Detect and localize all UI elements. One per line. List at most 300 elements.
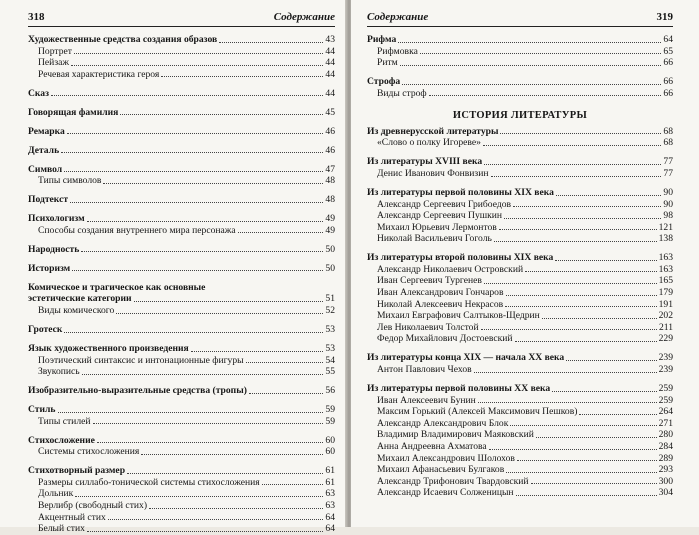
- toc-entry[interactable]: [28, 343, 335, 355]
- toc-subentry[interactable]: [28, 366, 335, 378]
- toc-dot-leader: [420, 53, 662, 54]
- toc-entry-title: Деталь: [28, 144, 60, 156]
- toc-subentry[interactable]: [367, 429, 673, 441]
- toc-page-number: 163: [658, 252, 673, 264]
- toc-page-number: 66: [663, 76, 673, 88]
- toc-page-number: 59: [325, 404, 335, 416]
- toc-subentry[interactable]: [367, 487, 673, 499]
- toc-subentry[interactable]: [28, 488, 335, 500]
- toc-dot-leader: [246, 362, 324, 363]
- toc-dot-leader: [103, 183, 323, 184]
- toc-dot-leader: [58, 412, 324, 413]
- toc-entry[interactable]: [28, 107, 335, 119]
- toc-dot-leader: [516, 495, 657, 496]
- toc-dot-leader: [491, 176, 662, 177]
- toc-entry-title: Художественные средства создания образов: [28, 34, 218, 45]
- toc-entry-title: Александр Трифонович Твардовский: [377, 475, 529, 487]
- toc-dot-leader: [515, 341, 657, 342]
- toc-dot-leader: [238, 232, 324, 233]
- toc-entry-title: Лев Николаевич Толстой: [377, 321, 479, 333]
- toc-dot-leader: [51, 95, 323, 96]
- toc-entry[interactable]: [28, 194, 335, 206]
- toc-subentry[interactable]: [367, 406, 673, 418]
- toc-entry-title: Язык художественного произведения: [28, 342, 189, 354]
- toc-dot-leader: [506, 295, 657, 296]
- toc-dot-leader: [97, 442, 324, 443]
- toc-dot-leader: [555, 260, 656, 261]
- toc-entry[interactable]: [367, 252, 673, 264]
- toc-spacer: [28, 458, 335, 465]
- toc-page-number: 304: [658, 487, 673, 499]
- toc-entry[interactable]: [28, 435, 335, 447]
- toc-subentry[interactable]: [367, 287, 673, 299]
- toc-subentry[interactable]: [367, 137, 673, 149]
- toc-entry-title: Дольник: [38, 488, 74, 500]
- toc-page-number: 61: [325, 476, 335, 488]
- toc-dot-leader: [517, 460, 657, 461]
- toc-entry[interactable]: [28, 465, 335, 477]
- toc-dot-leader: [429, 95, 662, 96]
- toc-page-number: 49: [325, 224, 335, 236]
- toc-dot-leader: [82, 374, 324, 375]
- toc-page-number: 59: [325, 415, 335, 427]
- toc-page-number: 65: [663, 45, 673, 57]
- toc-subentry[interactable]: [28, 57, 335, 69]
- toc-spacer: [28, 99, 335, 106]
- toc-spacer: [28, 336, 335, 343]
- toc-page-number: 44: [325, 87, 335, 99]
- toc-spacer: [28, 274, 335, 281]
- toc-dot-leader: [542, 318, 657, 319]
- toc-page-number: 66: [663, 57, 673, 69]
- toc-spacer: [367, 245, 673, 252]
- toc-dot-leader: [81, 251, 323, 252]
- toc-subentry[interactable]: [28, 512, 335, 524]
- toc-subentry[interactable]: [367, 310, 673, 322]
- toc-subentry[interactable]: [28, 69, 335, 81]
- toc-page-number: 63: [325, 500, 335, 512]
- toc-dot-leader: [531, 483, 657, 484]
- toc-dot-leader: [108, 519, 324, 520]
- toc-subentry[interactable]: [28, 46, 335, 58]
- toc-page-number: 259: [658, 394, 673, 406]
- toc-entry-title: Виды комического: [38, 305, 115, 316]
- toc-page-number: 44: [325, 68, 335, 80]
- toc-page-number: 56: [325, 385, 335, 397]
- toc-dot-leader: [474, 372, 657, 373]
- toc-subentry[interactable]: [367, 222, 673, 234]
- toc-entry[interactable]: [367, 383, 673, 395]
- toc-subentry[interactable]: [367, 275, 673, 287]
- toc-dot-leader: [74, 53, 323, 54]
- toc-entry-title: Историзм: [28, 262, 71, 274]
- toc-subentry[interactable]: [367, 395, 673, 407]
- toc-entry[interactable]: [28, 404, 335, 416]
- toc-entry-title: Пейзаж: [38, 57, 69, 69]
- toc-page-number: 68: [663, 137, 673, 149]
- toc-subentry[interactable]: [367, 88, 673, 100]
- toc-page-number: 45: [325, 106, 335, 118]
- toc-spacer: [367, 376, 673, 383]
- toc-page-number: 48: [325, 175, 335, 187]
- right-page-header: [367, 10, 673, 27]
- toc-spacer: [28, 317, 335, 324]
- toc-page-number: 43: [325, 34, 335, 45]
- toc-right-list: [367, 34, 673, 499]
- toc-dot-leader: [510, 425, 656, 426]
- toc-spacer: [367, 69, 673, 76]
- toc-dot-leader: [513, 206, 661, 207]
- toc-spacer: [28, 137, 335, 144]
- toc-entry[interactable]: [28, 145, 335, 157]
- toc-page-number: 90: [663, 198, 673, 210]
- toc-page-number: 66: [663, 87, 673, 99]
- toc-entry-title: Федор Михайлович Достоевский: [377, 333, 513, 345]
- toc-page-number: 64: [663, 34, 673, 45]
- toc-entry-title: Строфа: [367, 76, 401, 88]
- toc-page-number: 202: [658, 310, 673, 322]
- toc-entry-title: Из литературы первой половины XX века: [367, 382, 551, 394]
- toc-subentry[interactable]: [367, 299, 673, 311]
- toc-page-number: 239: [658, 364, 673, 375]
- toc-page-number: 63: [325, 488, 335, 500]
- toc-entry-title: Способы создания внутреннего мира персонажа: [38, 224, 236, 236]
- toc-page-number: 50: [325, 243, 335, 255]
- toc-subentry[interactable]: [367, 364, 673, 376]
- toc-dot-leader: [494, 241, 657, 242]
- toc-dot-leader: [506, 472, 656, 473]
- toc-subentry[interactable]: [367, 233, 673, 245]
- toc-entry-title: Верлибр (свободный стих): [38, 500, 148, 512]
- toc-entry-title: Николай Алексеевич Некрасов: [377, 298, 504, 310]
- toc-entry-title: Рифмовка: [377, 45, 418, 57]
- left-page: [0, 0, 347, 535]
- toc-page-number: 77: [663, 167, 673, 179]
- toc-entry[interactable]: [367, 126, 673, 138]
- toc-entry-title: Ремарка: [28, 125, 65, 137]
- toc-dot-leader: [127, 473, 323, 474]
- toc-subentry[interactable]: [28, 305, 335, 317]
- toc-page-number: 77: [663, 156, 673, 168]
- toc-spacer: [367, 149, 673, 156]
- toc-dot-leader: [525, 271, 657, 272]
- toc-page-number: 165: [658, 275, 673, 287]
- toc-entry-title: Николай Васильевич Гоголь: [377, 233, 492, 245]
- toc-entry-title: Михаил Юрьевич Лермонтов: [377, 221, 497, 233]
- toc-page-number: 90: [663, 186, 673, 198]
- toc-page-number: 61: [325, 465, 335, 477]
- toc-page-number: 211: [658, 321, 673, 333]
- left-page-running-title: Содержание: [273, 11, 335, 23]
- toc-dot-leader: [398, 42, 661, 43]
- toc-entry-title: Поэтический синтаксис и интонационные фигуры: [38, 354, 244, 366]
- toc-entry-title: Антон Павлович Чехов: [377, 364, 472, 375]
- toc-spacer: [367, 180, 673, 187]
- toc-entry[interactable]: [367, 187, 673, 199]
- toc-page-number: 47: [325, 163, 335, 175]
- toc-dot-leader: [500, 133, 661, 134]
- toc-subentry[interactable]: [367, 333, 673, 345]
- toc-spacer: [28, 80, 335, 87]
- toc-subentry[interactable]: [367, 199, 673, 211]
- toc-entry-title: Системы стихосложения: [38, 446, 140, 458]
- toc-dot-leader: [489, 449, 657, 450]
- toc-entry-title: Виды строф: [377, 87, 427, 99]
- toc-subentry[interactable]: [367, 476, 673, 488]
- toc-dot-leader: [484, 164, 661, 165]
- toc-spacer: [28, 118, 335, 125]
- toc-entry[interactable]: [367, 156, 673, 168]
- toc-entry-title: Александр Сергеевич Грибоедов: [377, 198, 512, 210]
- toc-page-number: 44: [325, 45, 335, 57]
- toc-entry-title: Символ: [28, 163, 63, 175]
- toc-entry-title: Рифма: [367, 34, 397, 45]
- toc-right-history-block: [367, 126, 673, 499]
- toc-subentry[interactable]: [28, 355, 335, 367]
- toc-entry-title: Ритм: [377, 57, 398, 69]
- toc-page-number: 121: [658, 221, 673, 233]
- toc-dot-leader: [566, 360, 656, 361]
- toc-dot-leader: [249, 393, 324, 394]
- toc-page-number: 229: [658, 333, 673, 345]
- toc-subentry[interactable]: [367, 46, 673, 58]
- toc-entry-title: Из литературы второй половины XIX века: [367, 252, 554, 264]
- toc-page-number: 50: [325, 262, 335, 274]
- toc-dot-leader: [505, 306, 656, 307]
- toc-spacer: [28, 378, 335, 385]
- toc-spacer: [28, 206, 335, 213]
- toc-page-number: 163: [658, 263, 673, 275]
- toc-entry-title: Денис Иванович Фонвизин: [377, 167, 489, 179]
- toc-page-number: 52: [325, 305, 335, 316]
- toc-spacer: [28, 187, 335, 194]
- toc-dot-leader: [141, 454, 323, 455]
- toc-entry-title: Александр Николаевич Островский: [377, 263, 524, 275]
- toc-subentry[interactable]: [28, 416, 335, 428]
- toc-dot-leader: [149, 508, 323, 509]
- toc-entry-title: Стихосложение: [28, 434, 95, 446]
- toc-subentry[interactable]: [28, 225, 335, 237]
- toc-entry-line: Комическое и трагическое как основные: [28, 281, 206, 293]
- toc-entry-title: Из литературы первой половины XIX века: [367, 186, 554, 198]
- toc-dot-leader: [70, 202, 323, 203]
- toc-dot-leader: [262, 484, 324, 485]
- toc-dot-leader: [64, 171, 323, 172]
- toc-entry[interactable]: [28, 324, 335, 336]
- toc-page-number: 98: [663, 210, 673, 222]
- toc-dot-leader: [134, 301, 324, 302]
- toc-spacer: [28, 236, 335, 243]
- toc-page-number: 68: [663, 125, 673, 137]
- toc-page-number: 280: [658, 429, 673, 441]
- toc-dot-leader: [483, 145, 661, 146]
- toc-page-number: 138: [658, 233, 673, 245]
- toc-dot-leader: [64, 332, 323, 333]
- toc-page-number: 259: [658, 382, 673, 394]
- left-page-number: 318: [28, 11, 45, 23]
- toc-page-number: 53: [325, 323, 335, 335]
- toc-entry-title: Народность: [28, 243, 80, 255]
- right-page: [351, 0, 699, 527]
- toc-entry-title: Гротеск: [28, 323, 63, 335]
- toc-left-list: [28, 34, 335, 535]
- toc-subentry[interactable]: [367, 210, 673, 222]
- toc-entry-title: Александр Александрович Блок: [377, 417, 509, 429]
- toc-entry-title: Иван Сергеевич Тургенев: [377, 275, 482, 287]
- toc-spacer: [28, 427, 335, 434]
- toc-page-number: 60: [325, 446, 335, 458]
- toc-spacer: [367, 99, 673, 106]
- toc-dot-leader: [67, 133, 324, 134]
- toc-entry-title: Звукопись: [38, 366, 80, 378]
- toc-subentry[interactable]: [367, 322, 673, 334]
- toc-subentry[interactable]: [28, 446, 335, 458]
- toc-entry-title: Белый стих: [38, 523, 85, 535]
- toc-entry-title: Из литературы XVIII века: [367, 156, 483, 168]
- right-page-running-title: Содержание: [367, 11, 429, 23]
- toc-subentry[interactable]: [367, 168, 673, 180]
- toc-page-number: 44: [325, 57, 335, 69]
- toc-dot-leader: [400, 65, 662, 66]
- toc-entry[interactable]: [28, 385, 335, 397]
- toc-entry-title: Говорящая фамилия: [28, 106, 119, 118]
- toc-entry-title: Из древнерусской литературы: [367, 125, 499, 137]
- toc-page-number: 46: [325, 144, 335, 156]
- toc-dot-leader: [536, 437, 657, 438]
- toc-entry-title: Владимир Владимирович Маяковский: [377, 429, 534, 441]
- toc-entry-title: Речевая характеристика героя: [38, 68, 160, 80]
- toc-subentry[interactable]: [367, 57, 673, 69]
- toc-spacer: [367, 345, 673, 352]
- toc-entry-title: Сказ: [28, 87, 49, 99]
- toc-page-number: 264: [658, 406, 673, 418]
- toc-page-number: 239: [658, 352, 673, 364]
- toc-dot-leader: [481, 329, 657, 330]
- toc-dot-leader: [478, 402, 657, 403]
- toc-dot-leader: [484, 283, 657, 284]
- toc-page-number: 53: [325, 342, 335, 354]
- toc-entry-title: Психологизм: [28, 213, 85, 225]
- toc-subentry[interactable]: [367, 418, 673, 430]
- toc-page-number: 293: [658, 464, 673, 476]
- toc-entry-title: Михаил Евграфович Салтыков-Щедрин: [377, 310, 540, 322]
- toc-dot-leader: [552, 391, 656, 392]
- toc-dot-leader: [93, 423, 324, 424]
- toc-subentry[interactable]: [367, 453, 673, 465]
- toc-subentry[interactable]: [367, 441, 673, 453]
- toc-entry-title: Александр Сергеевич Пушкин: [377, 210, 503, 222]
- toc-dot-leader: [161, 76, 323, 77]
- section-title-history: ИСТОРИЯ ЛИТЕРАТУРЫ: [452, 109, 588, 121]
- toc-dot-leader: [120, 114, 323, 115]
- toc-page-number: 51: [325, 293, 335, 305]
- toc-page-number: 191: [658, 298, 673, 310]
- left-page-header: [28, 10, 335, 27]
- toc-dot-leader: [72, 270, 323, 271]
- toc-dot-leader: [75, 496, 323, 497]
- toc-entry-title: Портрет: [38, 45, 72, 57]
- toc-page-number: 300: [658, 475, 673, 487]
- toc-dot-leader: [116, 313, 323, 314]
- toc-dot-leader: [219, 42, 323, 43]
- toc-entry[interactable]: [28, 293, 335, 305]
- toc-page-number: 179: [658, 287, 673, 299]
- toc-entry[interactable]: [367, 34, 673, 46]
- toc-subentry[interactable]: [28, 500, 335, 512]
- toc-spacer: [28, 255, 335, 262]
- toc-right-theory-block: [367, 34, 673, 107]
- toc-entry-title: Михаил Александрович Шолохов: [377, 452, 515, 464]
- toc-page-number: 48: [325, 194, 335, 206]
- toc-entry-title: Из литературы конца XIX — начала XX века: [367, 352, 565, 364]
- toc-entry-title: Анна Андреевна Ахматова: [377, 440, 487, 452]
- toc-entry[interactable]: [28, 164, 335, 176]
- right-page-number: 319: [656, 11, 673, 23]
- toc-dot-leader: [556, 195, 661, 196]
- toc-page-number: 46: [325, 125, 335, 137]
- toc-entry[interactable]: [28, 34, 335, 46]
- toc-page-number: 284: [658, 440, 673, 452]
- toc-entry[interactable]: [367, 76, 673, 88]
- toc-entry-title: Максим Горький (Алексей Максимович Пешков): [377, 406, 578, 418]
- toc-page-number: 55: [325, 366, 335, 378]
- toc-entry[interactable]: [28, 244, 335, 256]
- toc-entry-title: Типы символов: [38, 175, 102, 187]
- toc-dot-leader: [504, 218, 661, 219]
- toc-dot-leader: [499, 229, 657, 230]
- toc-entry[interactable]: [367, 352, 673, 364]
- toc-entry-title: Иван Александрович Гончаров: [377, 287, 504, 299]
- toc-subentry[interactable]: [28, 175, 335, 187]
- toc-entry-title: эстетические категории: [28, 293, 132, 305]
- toc-entry-title: Михаил Афанасьевич Булгаков: [377, 464, 505, 476]
- toc-dot-leader: [87, 221, 324, 222]
- toc-spacer: [28, 156, 335, 163]
- toc-dot-leader: [87, 531, 323, 532]
- toc-entry-title: Акцентный стих: [38, 511, 106, 523]
- toc-page-number: 54: [325, 354, 335, 366]
- toc-entry[interactable]: [28, 213, 335, 225]
- toc-spacer: [28, 397, 335, 404]
- toc-page-number: 271: [658, 417, 673, 429]
- toc-subentry[interactable]: [28, 523, 335, 535]
- toc-entry-title: Подтекст: [28, 194, 69, 206]
- toc-subentry[interactable]: [367, 464, 673, 476]
- toc-dot-leader: [61, 152, 323, 153]
- toc-entry-title: Александр Исаевич Солженицын: [377, 487, 514, 499]
- toc-entry-title: Иван Алексеевич Бунин: [377, 394, 476, 406]
- toc-entry-title: Размеры силлабо-тонической системы стихосложения: [38, 476, 260, 488]
- toc-dot-leader: [191, 351, 324, 352]
- toc-dot-leader: [402, 84, 661, 85]
- toc-page-number: 64: [325, 511, 335, 523]
- toc-entry[interactable]: [28, 88, 335, 100]
- toc-subentry[interactable]: [28, 477, 335, 489]
- toc-entry[interactable]: [28, 263, 335, 275]
- toc-page-number: 64: [325, 523, 335, 535]
- toc-entry-title: Изобразительно-выразительные средства (тропы): [28, 385, 247, 397]
- toc-subentry[interactable]: [367, 264, 673, 276]
- toc-dot-leader: [579, 414, 656, 415]
- toc-entry[interactable]: [28, 126, 335, 138]
- toc-entry-title: Типы стилей: [38, 415, 91, 427]
- toc-entry-title: «Слово о полку Игореве»: [377, 137, 481, 149]
- toc-page-number: 60: [325, 434, 335, 446]
- toc-page-number: 289: [658, 452, 673, 464]
- toc-entry-title: Стихотворный размер: [28, 465, 126, 477]
- toc-entry-title: Стиль: [28, 404, 56, 416]
- toc-page-number: 49: [325, 213, 335, 225]
